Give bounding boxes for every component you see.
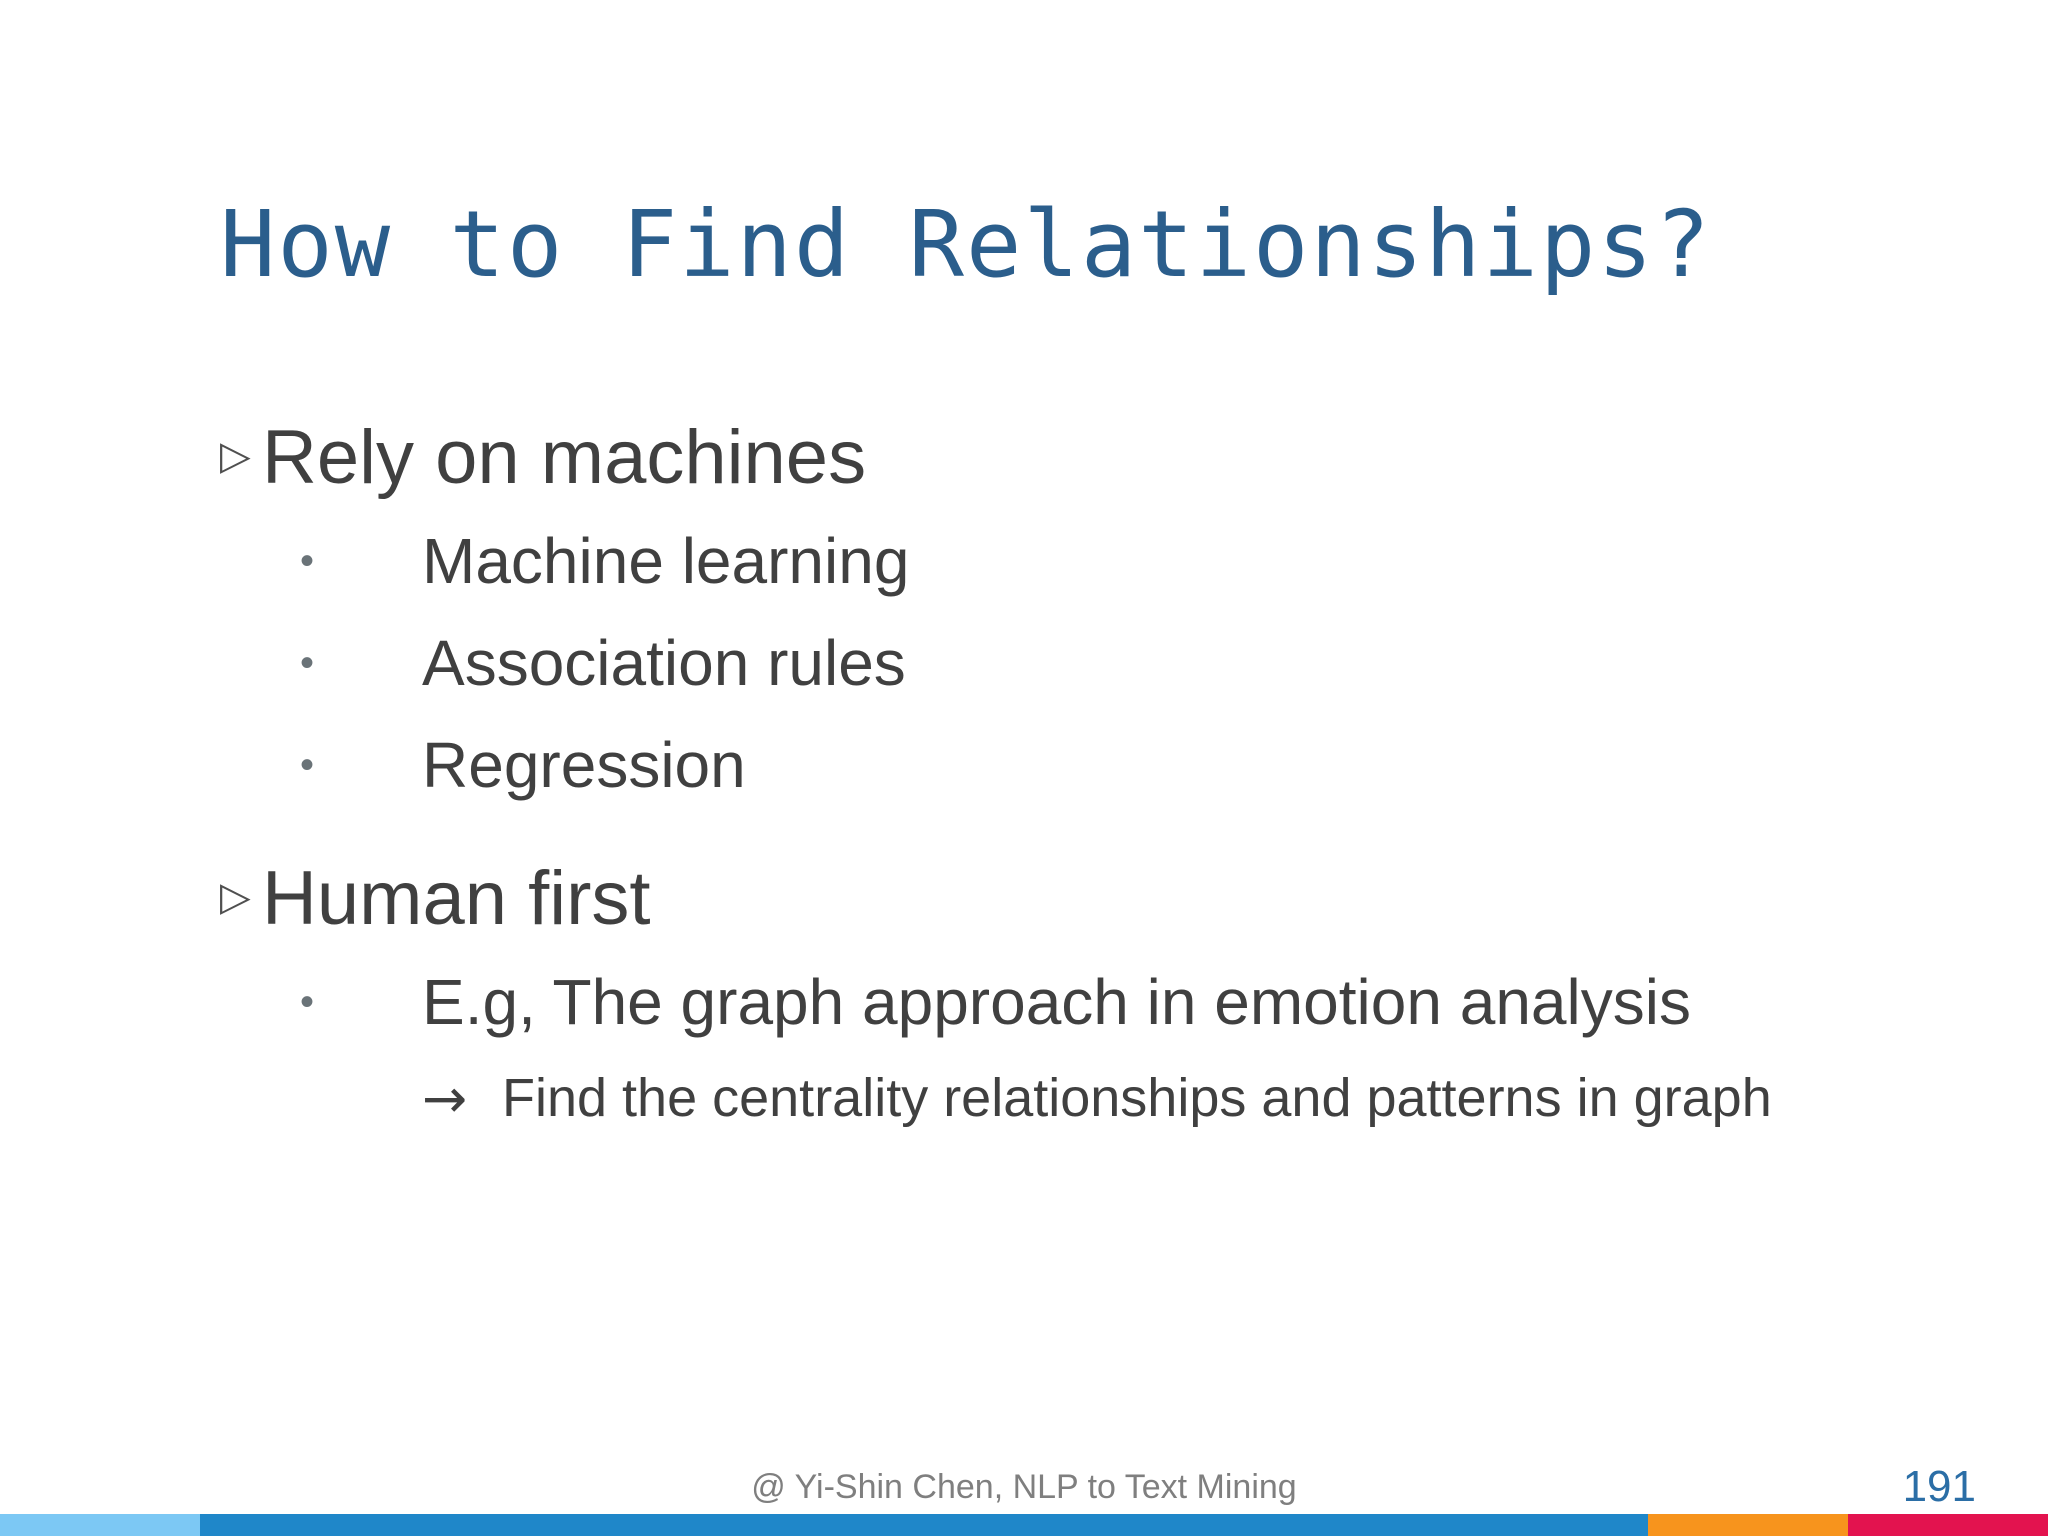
footer-color-bar <box>0 1514 2048 1536</box>
slide-title: How to Find Relationships? <box>220 191 1713 298</box>
list-item <box>220 951 1970 1053</box>
bar-segment-blue <box>200 1514 1648 1536</box>
list-item <box>220 510 1970 612</box>
bar-segment-light-blue <box>0 1514 200 1536</box>
sub-list-item <box>220 1053 1970 1143</box>
bar-segment-orange <box>1648 1514 1848 1536</box>
section-heading-label: Rely on machines <box>262 415 867 500</box>
bullet-dot-icon: • <box>300 640 315 685</box>
list-item <box>220 612 1970 714</box>
slide-content <box>220 405 1970 1143</box>
list-item-text: Association rules <box>422 627 906 699</box>
bar-segment-red <box>1848 1514 2048 1536</box>
section-heading-human <box>220 846 1970 951</box>
section-heading-label: Human first <box>262 856 651 941</box>
triangle-bullet-icon: ▷ <box>220 432 251 479</box>
footer-credit: @ Yi-Shin Chen, NLP to Text Mining <box>751 1468 1297 1506</box>
list-item-text: Machine learning <box>422 525 910 597</box>
sub-list-item-text: Find the centrality relationships and patterns in graph <box>502 1068 1772 1128</box>
list-item <box>220 714 1970 816</box>
section-heading-machines <box>220 405 1970 510</box>
bullet-dot-icon: • <box>300 979 315 1024</box>
list-item-text: E.g, The graph approach in emotion analysis <box>422 966 1691 1038</box>
triangle-bullet-icon: ▷ <box>220 873 251 920</box>
bullet-dot-icon: • <box>300 538 315 583</box>
list-item-text: Regression <box>422 729 746 801</box>
right-arrow-icon: → <box>422 1066 468 1130</box>
bullet-dot-icon: • <box>300 742 315 787</box>
page-number: 191 <box>1902 1462 1976 1511</box>
